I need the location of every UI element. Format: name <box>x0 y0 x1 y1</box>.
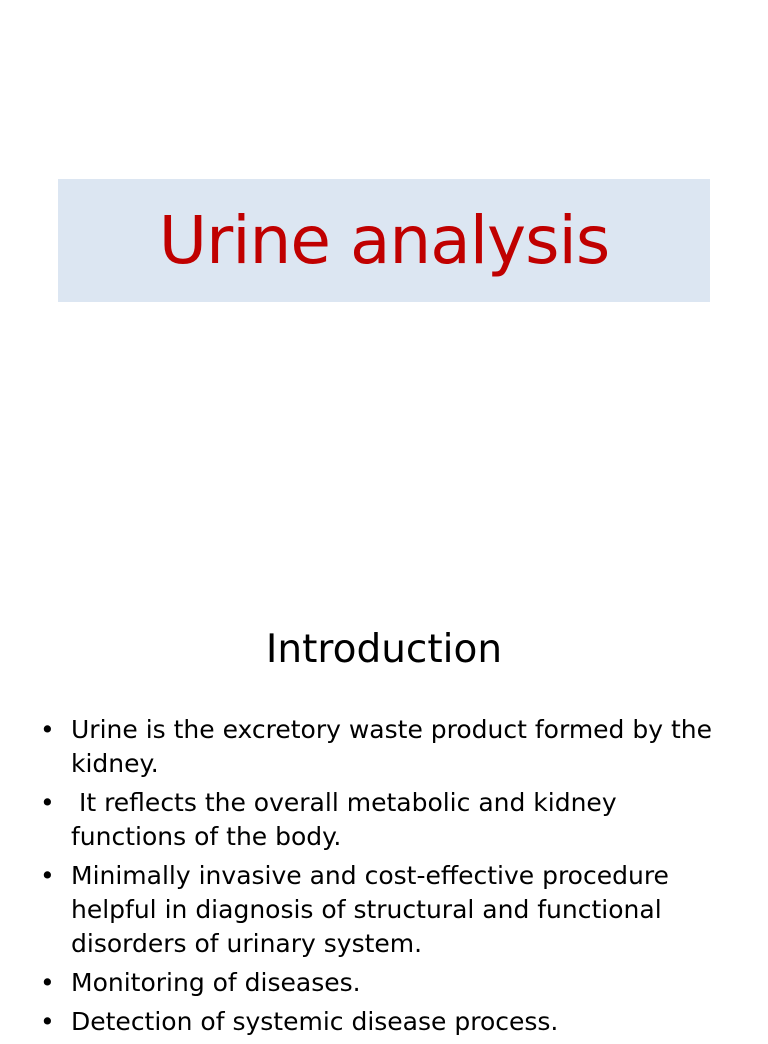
bullet-text: It reflects the overall metabolic and kidney functions of the body. <box>71 788 625 851</box>
list-item <box>0 966 768 1000</box>
title-banner <box>58 179 710 302</box>
section-heading: Introduction <box>265 627 503 672</box>
bullet-list <box>0 713 768 1044</box>
bullet-text: Minimally invasive and cost-effective procedure helpful in diagnosis of structural and functional disorders of urinary system. <box>71 861 677 958</box>
bullet-text: Monitoring of diseases. <box>71 968 361 997</box>
list-item <box>0 859 768 961</box>
list-item <box>0 786 768 854</box>
bullet-text: Detection of systemic disease process. <box>71 1007 559 1036</box>
bullet-point-icon: • <box>40 715 55 744</box>
slide-title: Urine analysis <box>158 201 610 279</box>
bullet-point-icon: • <box>40 861 55 890</box>
list-item <box>0 1005 768 1039</box>
bullet-text: Urine is the excretory waste product formed by the kidney. <box>71 715 720 778</box>
list-item <box>0 713 768 781</box>
bullet-point-icon: • <box>40 968 55 997</box>
bullet-point-icon: • <box>40 788 55 817</box>
bullet-point-icon: • <box>40 1007 55 1036</box>
